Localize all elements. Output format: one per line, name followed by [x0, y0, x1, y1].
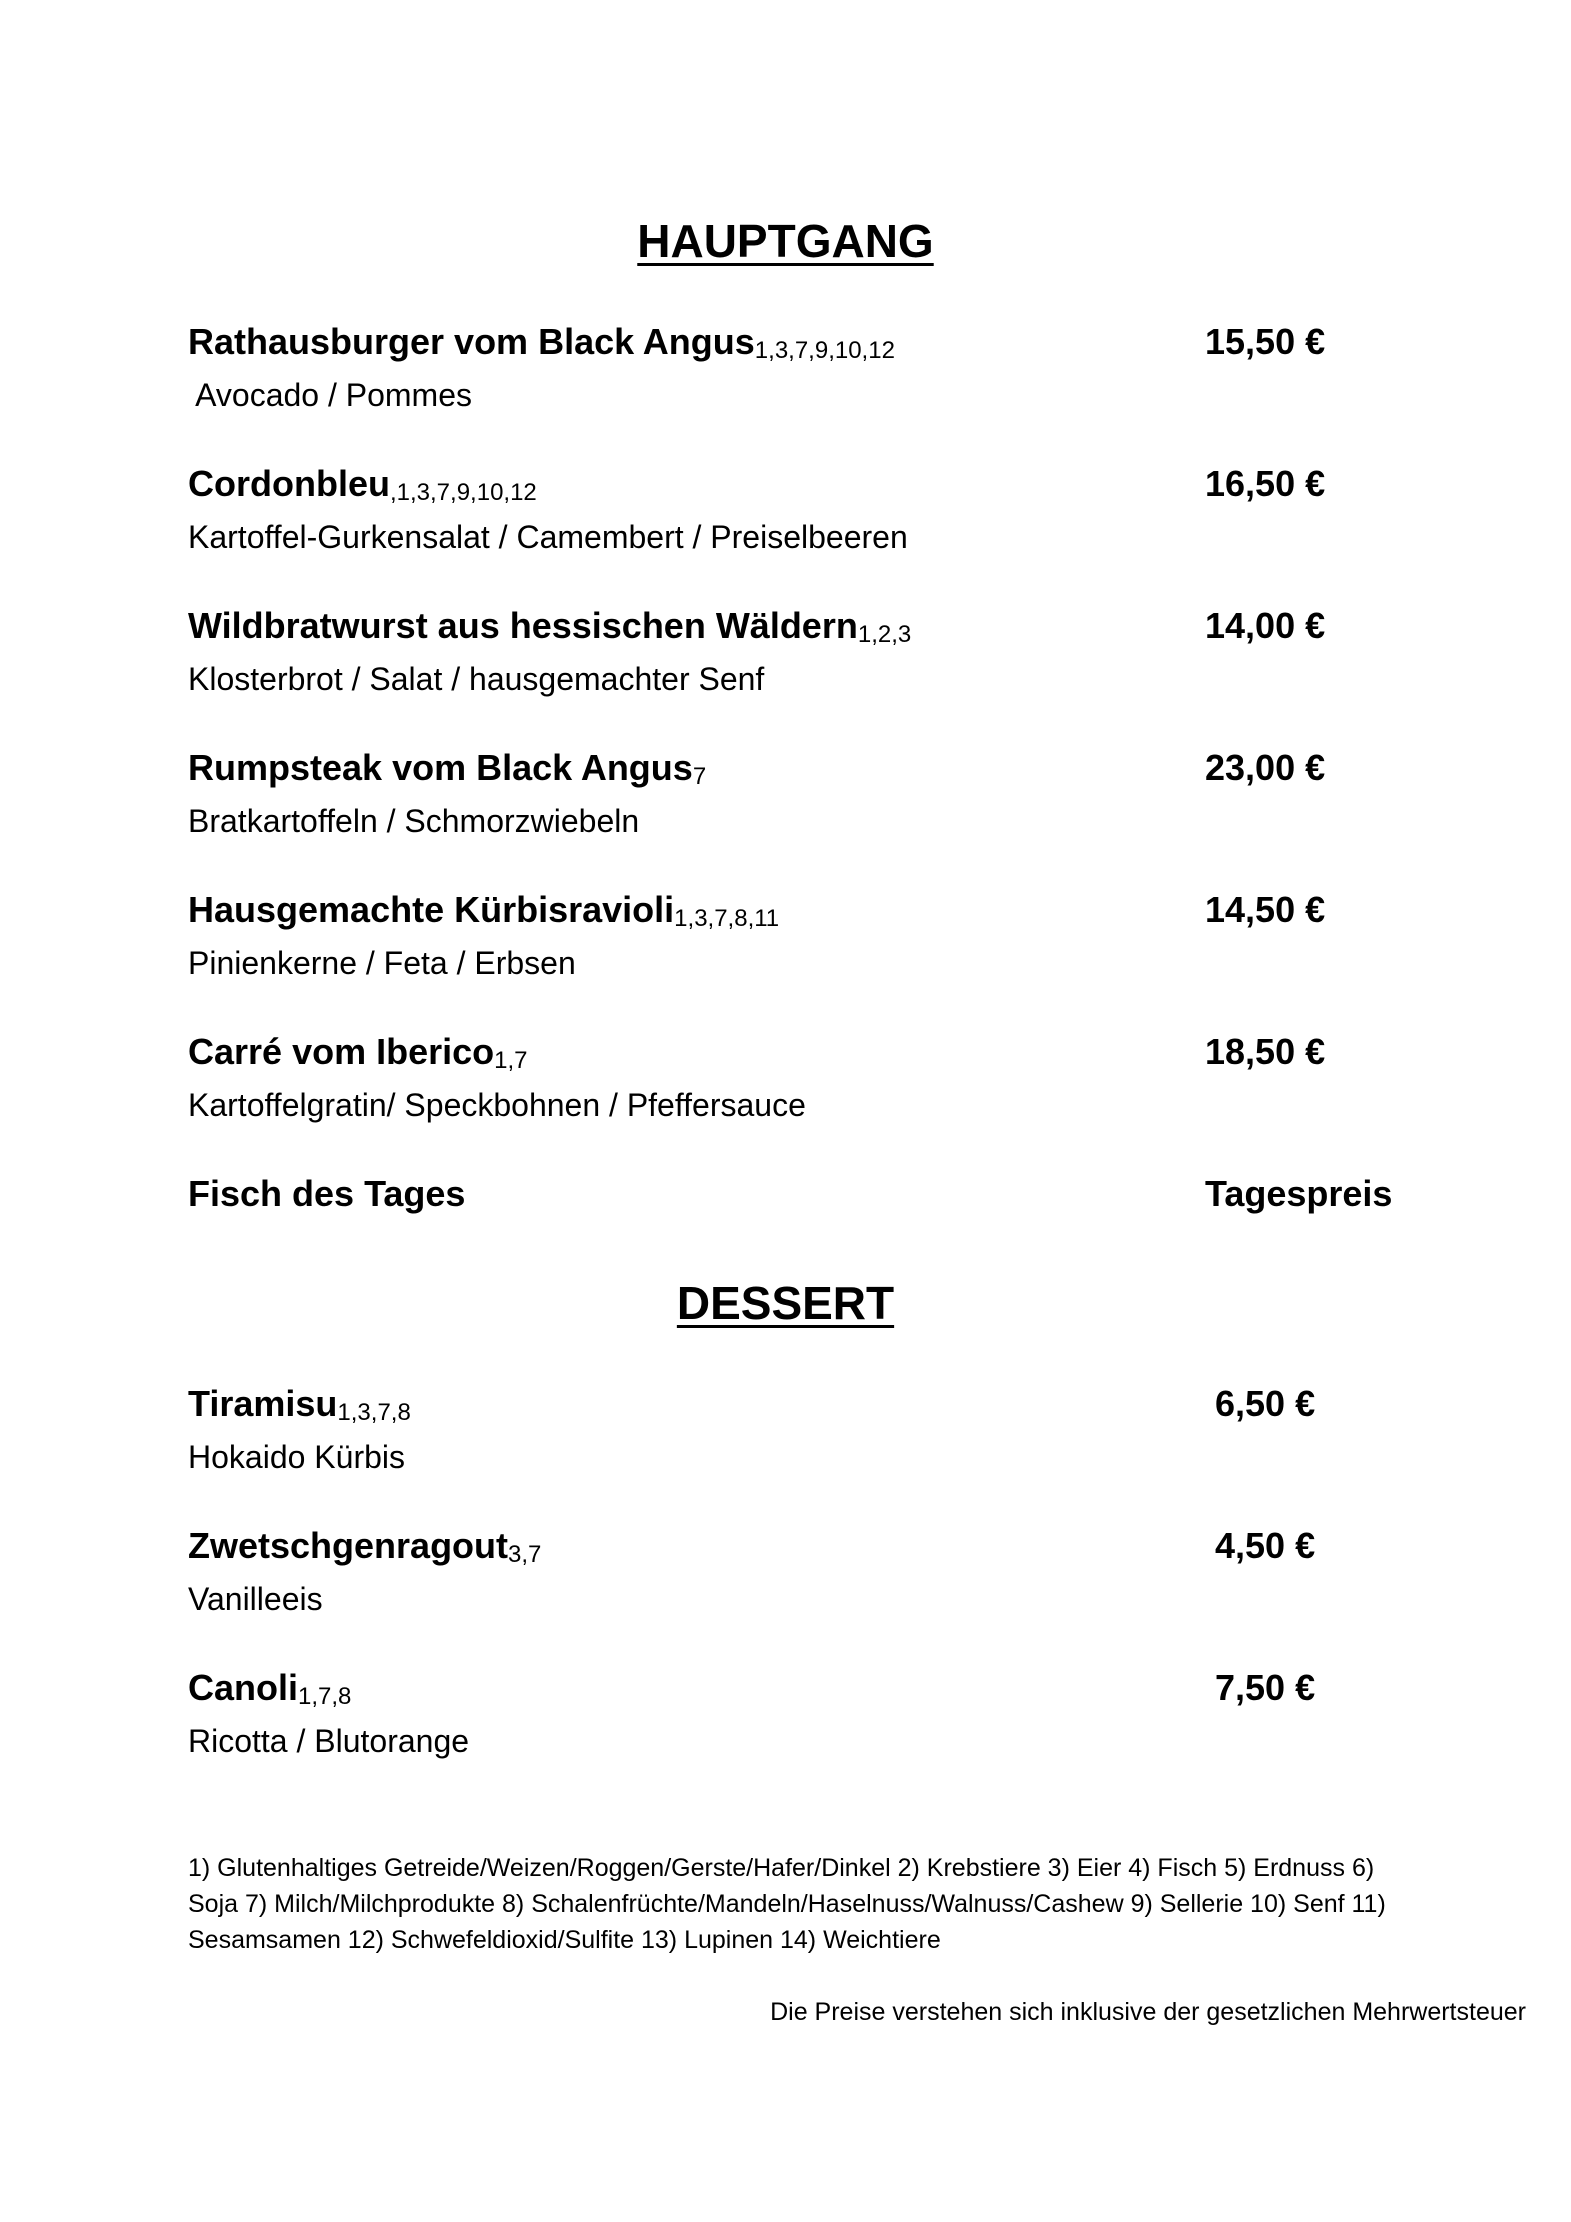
- item-allergens: 1,3,7,8,11: [674, 905, 780, 932]
- item-price: 6,50 €: [1215, 1383, 1316, 1424]
- item-allergens: 1,2,3: [857, 621, 912, 648]
- item-allergens: 1,3,7,9,10,12: [754, 337, 895, 364]
- item-name-text: Carré vom Iberico: [188, 1031, 495, 1072]
- item-price: 15,50 €: [1205, 321, 1326, 362]
- section-title-hauptgang: HAUPTGANG: [637, 215, 934, 267]
- item-allergens: 1,3,7,8: [337, 1399, 411, 1426]
- item-allergens: 3,7: [508, 1541, 542, 1568]
- item-name-text: Hausgemachte Kürbisravioli: [188, 889, 675, 930]
- item-description: Kartoffel-Gurkensalat / Camembert / Preiselbeeren: [188, 519, 908, 555]
- menu-item: [188, 1172, 1438, 1216]
- item-name-text: Tiramisu: [188, 1383, 338, 1424]
- item-name-text: Rathausburger vom Black Angus: [188, 321, 755, 362]
- item-description: Avocado / Pommes: [188, 377, 472, 413]
- item-name-text: Fisch des Tages: [188, 1173, 466, 1214]
- menu-item: [188, 1666, 1438, 1763]
- item-price: 18,50 €: [1205, 1031, 1326, 1072]
- item-description: Bratkartoffeln / Schmorzwiebeln: [188, 803, 640, 839]
- menu-item: [188, 604, 1438, 701]
- item-allergens: 1,7: [494, 1047, 528, 1074]
- item-price: 16,50 €: [1205, 463, 1326, 504]
- item-allergens: ,1,3,7,9,10,12: [389, 479, 537, 506]
- section-title-dessert: DESSERT: [676, 1277, 895, 1329]
- item-name-text: Wildbratwurst aus hessischen Wäldern: [188, 605, 858, 646]
- item-allergens: 7: [692, 763, 707, 790]
- item-name-text: Zwetschgenragout: [188, 1525, 509, 1566]
- menu-item: [188, 888, 1438, 985]
- item-price: 14,50 €: [1205, 889, 1326, 930]
- menu-item: [188, 462, 1438, 559]
- item-description: Pinienkerne / Feta / Erbsen: [188, 945, 576, 981]
- item-description: Hokaido Kürbis: [188, 1439, 405, 1475]
- item-price: Tagespreis: [1205, 1173, 1393, 1214]
- menu-item: [188, 320, 1438, 417]
- allergen-legend: 1) Glutenhaltiges Getreide/Weizen/Roggen/Gerste/Hafer/Dinkel 2) Krebstiere 3) Eier 4) Fisch 5) Erdnuss 6) Soja 7) Milch/Milchprodukte 8) Schalenfrüchte/Mandeln/Haselnuss/Walnuss/Cashew 9) Sellerie 10) Senf 11) Sesamsamen 12) Schwefeldioxid/Sulfite 13) Lupinen 14) Weichtiere: [188, 1854, 1386, 1954]
- item-allergens: 1,7,8: [298, 1683, 352, 1710]
- menu-item: [188, 746, 1438, 843]
- item-name-text: Canoli: [188, 1667, 299, 1708]
- item-price: 4,50 €: [1215, 1525, 1316, 1566]
- tax-note: Die Preise verstehen sich inklusive der gesetzlichen Mehrwertsteuer: [770, 1998, 1526, 2026]
- menu-item: [188, 1030, 1438, 1127]
- menu-item: [188, 1382, 1438, 1479]
- item-name-text: Rumpsteak vom Black Angus: [188, 747, 693, 788]
- item-description: Vanilleeis: [188, 1581, 323, 1617]
- item-name-text: Cordonbleu: [188, 463, 390, 504]
- item-price: 7,50 €: [1215, 1667, 1316, 1708]
- menu-item: [188, 1524, 1438, 1621]
- item-description: Ricotta / Blutorange: [188, 1723, 470, 1759]
- item-description: Klosterbrot / Salat / hausgemachter Senf: [188, 661, 765, 697]
- item-price: 23,00 €: [1205, 747, 1326, 788]
- item-description: Kartoffelgratin/ Speckbohnen / Pfeffersauce: [188, 1087, 806, 1123]
- item-price: 14,00 €: [1205, 605, 1326, 646]
